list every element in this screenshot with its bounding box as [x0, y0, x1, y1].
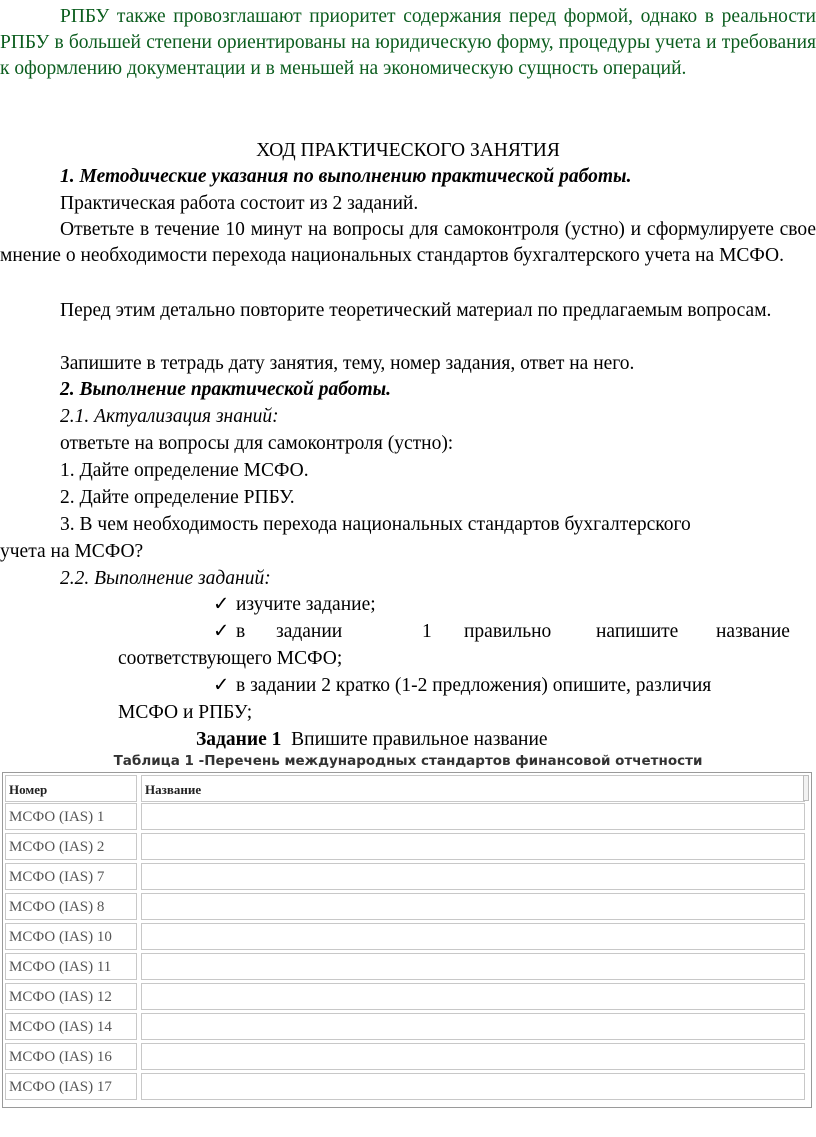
check-item-1: изучите задание; [236, 594, 376, 615]
cell-name-input[interactable] [141, 893, 805, 920]
check-mark-icon: ✓ [213, 621, 230, 642]
question-3-line2: учета на МСФО? [0, 541, 144, 562]
check-item-2-line2: соответствующего МСФО; [118, 648, 343, 669]
subheading-tasks: 2.2. Выполнение заданий: [60, 568, 271, 589]
paragraph-answer-part1: Ответьте в течение 10 минут на вопросы для самоконтроля (устно) и сформулируете свое мнение о необходимости [0, 219, 816, 266]
task-1-heading [196, 727, 548, 753]
cell-number: МСФО (IAS) 7 [5, 863, 137, 890]
question-2: 2. Дайте определение РПБУ. [60, 487, 295, 508]
cell-number: МСФО (IAS) 17 [5, 1073, 137, 1100]
cell-number: МСФО (IAS) 11 [5, 953, 137, 980]
check-item-3: в задании 2 кратко (1-2 предложения) опишите, различия [236, 675, 712, 696]
cell-number: МСФО (IAS) 2 [5, 833, 137, 860]
paragraph-structure: Практическая работа состоит из 2 заданий. [60, 193, 419, 214]
standards-table [2, 772, 812, 1108]
header-cell-name: Название [141, 775, 805, 802]
cell-number: МСФО (IAS) 8 [5, 893, 137, 920]
cell-name-input[interactable] [141, 923, 805, 950]
table-caption: Таблица 1 -Перечень международных стандартов финансовой отчетности [113, 753, 703, 769]
check-item-2-word4: правильно [464, 621, 552, 642]
cell-number: МСФО (IAS) 12 [5, 983, 137, 1010]
cell-number: МСФО (IAS) 1 [5, 803, 137, 830]
table-row [3, 923, 811, 953]
cell-number: МСФО (IAS) 16 [5, 1043, 137, 1070]
paragraph-repeat: Перед этим детально повторите теоретический материал по предлагаемым вопросам. [60, 300, 772, 321]
cell-name-input[interactable] [141, 953, 805, 980]
cell-number: МСФО (IAS) 10 [5, 923, 137, 950]
table-row [3, 863, 811, 893]
check-item-2-word2: задании [276, 621, 343, 642]
cell-name-input[interactable] [141, 833, 805, 860]
heading-methodical-instructions: 1. Методические указания по выполнению практической работы. [60, 166, 632, 187]
table-row [3, 1013, 811, 1043]
cell-name-input[interactable] [141, 803, 805, 830]
cell-name-input[interactable] [141, 1043, 805, 1070]
scrollbar-indicator [803, 775, 809, 801]
cell-name-input[interactable] [141, 863, 805, 890]
table-row [3, 1043, 811, 1073]
table-row [3, 983, 811, 1013]
cell-name-input[interactable] [141, 1073, 805, 1100]
header-cell-number: Номер [5, 775, 137, 802]
cell-number: МСФО (IAS) 14 [5, 1013, 137, 1040]
cell-name-input[interactable] [141, 1013, 805, 1040]
table-row [3, 953, 811, 983]
section-title: ХОД ПРАКТИЧЕСКОГО ЗАНЯТИЯ [256, 140, 560, 161]
subheading-knowledge: 2.1. Актуализация знаний: [60, 406, 279, 427]
check-item-2-word1: в [236, 621, 246, 642]
paragraph-answer-part2: перехода национальных стандартов бухгалтерского учета на МСФО. [212, 245, 785, 266]
table-row [3, 833, 811, 863]
paragraph-answer [0, 217, 816, 269]
question-3-line1: 3. В чем необходимость перехода национальных стандартов бухгалтерского [60, 514, 691, 535]
table-row [3, 1073, 811, 1103]
check-mark-icon: ✓ [213, 675, 230, 696]
cell-name-input[interactable] [141, 983, 805, 1010]
question-1: 1. Дайте определение МСФО. [60, 460, 309, 481]
table-header-row [3, 773, 811, 803]
check-item-3-line2: МСФО и РПБУ; [118, 702, 253, 723]
table-row [3, 803, 811, 833]
check-item-2-word3: 1 [422, 621, 432, 642]
check-item-2-word5: напишите [596, 621, 679, 642]
check-mark-icon: ✓ [213, 594, 230, 615]
task-1-text: Впишите правильное название [291, 729, 548, 750]
table-row [3, 893, 811, 923]
task-1-label: Задание 1 [196, 729, 282, 750]
paragraph-questions-intro: ответьте на вопросы для самоконтроля (устно): [60, 433, 454, 454]
intro-paragraph: РПБУ также провозглашают приоритет содержания перед формой, однако в реальности РПБУ в большей степени ориентированы на юридическую форму, процедуры учета и требования к оформлению документации и в меньшей на экономическую сущность операций. [0, 6, 816, 79]
check-item-2-word6: название [716, 621, 790, 642]
heading-practical-work: 2. Выполнение практической работы. [60, 379, 392, 400]
paragraph-write: Запишите в тетрадь дату занятия, тему, номер задания, ответ на него. [60, 353, 635, 374]
